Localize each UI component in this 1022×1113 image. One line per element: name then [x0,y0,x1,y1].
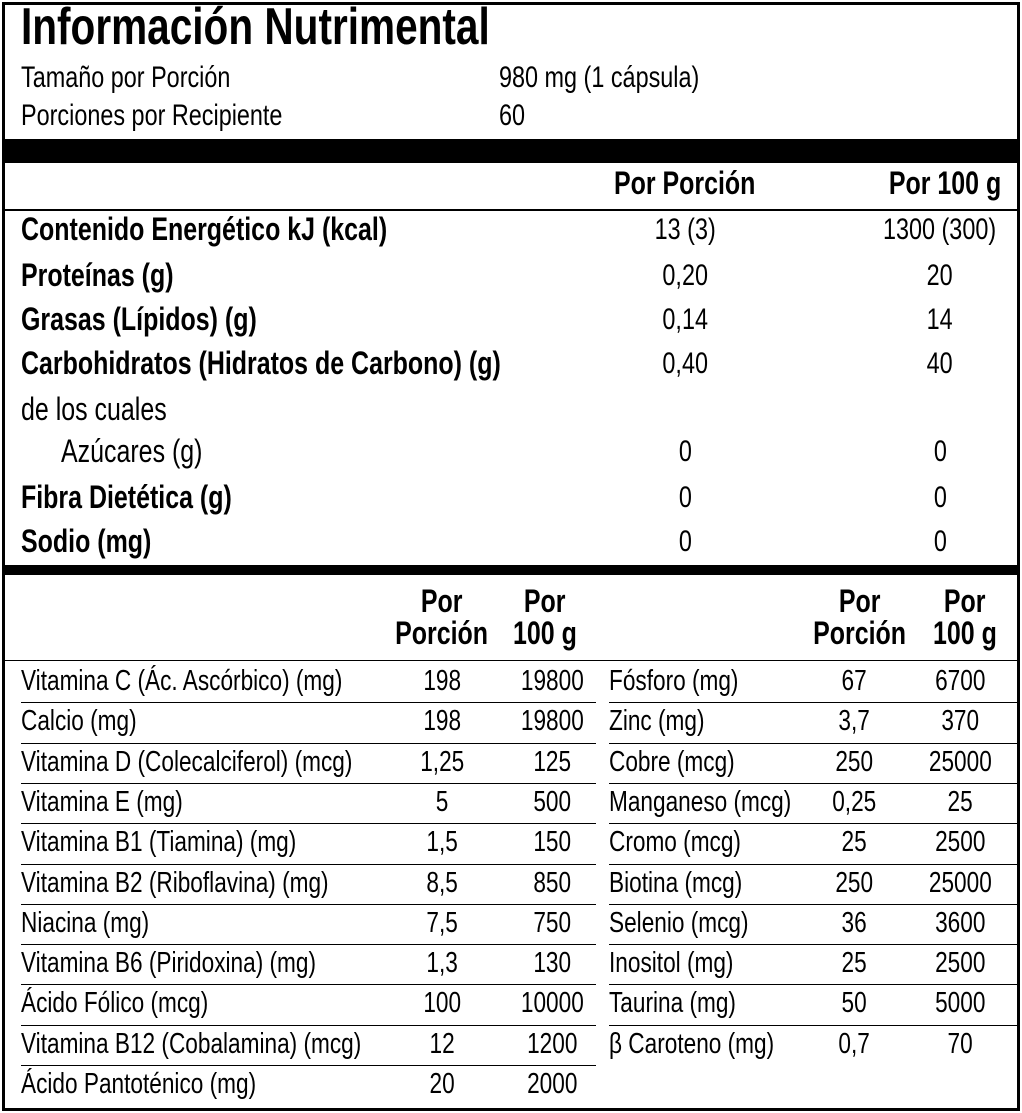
vitamin-right-per-100g: 370 [941,705,979,738]
vitamin-left-per-100g: 125 [533,745,571,778]
vitamin-right-per-100g: 2500 [934,826,986,859]
vitamin-left-per-100g: 750 [533,906,571,939]
nutrition-label [2,2,1020,1111]
serving-size-value: 980 mg (1 cápsula) [499,61,700,94]
vitamin-row-divider [609,864,1017,865]
serving-size-label: Tamaño por Porción [21,61,231,94]
macro-row-per-100g: 20 [926,259,954,292]
vitamin-left-per-serving: 12 [429,1027,455,1060]
vitamin-right-per-serving: 50 [841,987,867,1020]
vitamin-row-divider [21,864,596,865]
vitamin-left-per-100g: 850 [533,866,571,899]
vitamin-left-per-serving: 8,5 [426,866,458,899]
thick-divider-2 [5,565,1017,575]
vitamin-row-divider [609,823,1017,824]
vitamin-left-name: Vitamina C (Ác. Ascórbico) (mg) [21,665,343,697]
vitamin-right-per-100g: 25000 [928,745,992,778]
macro-row-per-serving: 0 [678,481,692,514]
vitamin-left-name: Vitamina D (Colecalciferol) (mcg) [21,745,353,778]
vitamin-right-per-serving: 67 [841,665,867,697]
vitamin-right-per-serving: 36 [841,906,867,939]
vitamin-row-divider [21,984,596,985]
macro-row-per-100g: 1300 (300) [883,213,997,246]
macro-header-per-serving: Por Porción [614,165,756,201]
vitamin-right-per-serving: 250 [835,866,873,899]
vitamin-row-divider [21,1065,596,1066]
vitamin-row-divider [609,783,1017,784]
vitamin-left-per-100g: 19800 [520,665,584,697]
servings-per-container-label: Porciones por Recipiente [21,99,283,132]
vitamin-left-per-100g: 1200 [526,1027,578,1060]
macro-row-per-100g: 0 [933,525,947,558]
vitamin-left-per-100g: 130 [533,947,571,980]
vitamin-right-name: Selenio (mcg) [609,906,749,939]
vitamin-left-name: Vitamina E (mg) [21,785,183,818]
vitamin-right-per-100g: 5000 [934,987,986,1020]
vitamin-row-divider [609,904,1017,905]
vitamin-left-per-100g: 2000 [526,1068,578,1100]
vitamin-right-per-100g: 3600 [934,906,986,939]
vitamin-left-per-serving: 198 [423,665,461,697]
vitamin-row-divider [21,1025,596,1026]
vitamin-left-per-serving: 20 [429,1068,455,1100]
vitamin-right-name: Taurina (mg) [609,987,736,1020]
vitamin-right-name: Zinc (mg) [609,705,705,738]
vit-header-left-per-100g: Por 100 g [513,583,577,651]
label-title: Información Nutrimental [21,0,490,56]
vitamin-right-name: Cobre (mcg) [609,745,735,778]
vitamin-right-name: Manganeso (mcg) [609,785,792,818]
vitamin-left-per-100g: 500 [533,785,571,818]
vitamin-left-name: Niacina (mg) [21,906,150,939]
vitamin-right-name: Biotina (mcg) [609,866,743,899]
vitamin-left-per-serving: 7,5 [426,906,458,939]
macro-row-per-serving: 0 [678,525,692,558]
vitamin-row-divider [609,944,1017,945]
vitamin-left-per-100g: 150 [533,826,571,859]
vitamin-right-per-100g: 70 [947,1027,973,1060]
macro-row-name: Azúcares (g) [61,433,203,469]
vitamin-row-divider [21,823,596,824]
vitamin-right-name: Inositol (mg) [609,947,734,980]
vitamin-row-divider [609,1025,1017,1026]
vitamin-row-divider [21,783,596,784]
macro-row-per-serving: 0 [678,435,692,468]
servings-per-container-value: 60 [499,99,526,132]
vit-header-divider [5,660,1017,661]
macro-row-name: Contenido Energético kJ (kcal) [21,211,388,247]
vitamin-left-name: Vitamina B6 (Piridoxina) (mg) [21,947,317,980]
vitamin-right-per-100g: 25000 [928,866,992,899]
vitamin-right-per-100g: 25 [947,785,973,818]
vitamin-right-per-serving: 3,7 [838,705,870,738]
vitamin-right-per-serving: 0,25 [831,785,877,818]
vitamin-left-per-serving: 5 [435,785,449,818]
macro-row-per-100g [865,393,1015,427]
vit-header-right-per-serving: Por Porción [813,583,907,651]
macro-row-per-100g: 14 [926,303,954,336]
vitamin-left-name: Ácido Pantoténico (mg) [21,1068,257,1100]
macro-row-per-serving: 0,20 [662,259,708,292]
vitamin-left-name: Vitamina B1 (Tiamina) (mg) [21,826,297,859]
macro-header-per-100g: Por 100 g [888,165,1002,201]
vitamin-left-per-serving: 198 [423,705,461,738]
vitamin-left-name: Ácido Fólico (mcg) [21,987,209,1020]
macro-row-per-serving: 0,14 [662,303,708,336]
macro-row-per-serving: 13 (3) [654,213,716,246]
vitamin-left-name: Vitamina B2 (Riboflavina) (mg) [21,866,329,899]
vitamin-right-name: Fósforo (mg) [609,665,739,697]
thick-divider [5,139,1017,163]
vitamin-right-per-serving: 25 [841,826,867,859]
macro-row-name: de los cuales [21,391,167,427]
vitamin-left-name: Vitamina B12 (Cobalamina) (mcg) [21,1027,362,1060]
vitamin-row-divider [21,904,596,905]
macro-row-name: Grasas (Lípidos) (g) [21,301,257,337]
vitamin-right-per-serving: 250 [835,745,873,778]
macro-row-per-serving: 0,40 [662,347,708,380]
vit-header-right-per-100g: Por 100 g [933,583,997,651]
vitamin-left-per-100g: 19800 [520,705,584,738]
vitamin-right-per-serving: 25 [841,947,867,980]
macro-row-name: Carbohidratos (Hidratos de Carbono) (g) [21,345,501,381]
vitamin-row-divider [609,984,1017,985]
vitamin-right-per-100g: 6700 [934,665,986,697]
vitamin-left-per-serving: 1,3 [426,947,458,980]
macro-row-per-100g: 40 [926,347,954,380]
vitamin-row-divider [21,743,596,744]
macro-row-name: Sodio (mg) [21,523,152,559]
vitamin-left-name: Calcio (mg) [21,705,137,738]
vitamin-left-per-100g: 10000 [520,987,584,1020]
vitamin-row-divider [21,944,596,945]
macro-row-name: Fibra Dietética (g) [21,479,232,515]
macro-row-per-serving [610,393,760,427]
vitamin-right-per-100g: 2500 [934,947,986,980]
macro-row-name: Proteínas (g) [21,257,174,293]
vitamin-left-per-serving: 1,5 [426,826,458,859]
vitamin-right-name: β Caroteno (mg) [609,1027,775,1060]
macro-row-per-100g: 0 [933,481,947,514]
vitamin-row-divider [21,702,596,703]
vitamin-left-per-serving: 100 [423,987,461,1020]
vitamin-row-divider [609,702,1017,703]
vitamin-row-divider [609,743,1017,744]
vitamin-right-per-serving: 0,7 [838,1027,870,1060]
vit-header-left-per-serving: Por Porción [395,583,489,651]
vitamin-left-per-serving: 1,25 [419,745,465,778]
vitamin-right-name: Cromo (mcg) [609,826,741,859]
macro-row-per-100g: 0 [933,435,947,468]
